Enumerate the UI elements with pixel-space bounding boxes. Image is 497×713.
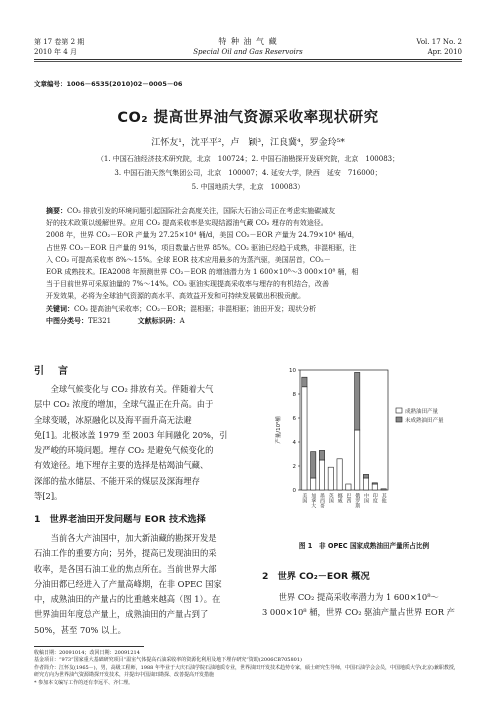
y-tick-label: 8	[292, 392, 296, 398]
x-tick-label: 印度	[371, 493, 378, 503]
bar-mature	[319, 460, 324, 490]
x-tick-label: 英国	[327, 493, 334, 503]
y-tick-label: 10	[289, 368, 296, 374]
abstract-line: EOR 成熟技术。IEA2008 年预测世界 CO₂－EOR 的增油潜力为 1 600×10⁸～3 000×10⁸ 桶，相	[46, 268, 359, 277]
section-1-heading: 1 世界老油田开发问题与 EOR 技术选择	[34, 514, 206, 525]
x-tick-label: 其他	[380, 493, 387, 503]
bar-mature	[302, 387, 307, 490]
bar-mature	[363, 478, 368, 490]
footnote-funding: 基金项目：“973”国家重大基础研究项目“温室气体提高石油采收率的资源化利用及地下埋存研究”资助(2006CB705801)	[34, 657, 302, 664]
volume-en: Vol. 17 No. 2	[416, 38, 462, 46]
clc-label: 中图分类号：	[46, 316, 88, 325]
footnote-received: 收稿日期：20091014；改回日期：20091214	[34, 650, 140, 656]
author-list: 江怀友¹，沈平平²，卢 颖³，江良冀⁴，罗金玲⁵*	[151, 138, 345, 148]
clc-number: TE321	[88, 316, 112, 325]
legend-swatch	[396, 417, 402, 422]
keywords-label: 关键词：	[46, 304, 74, 313]
footnote-note: * 参加本文编写工作的还有李远平、齐仁理。	[34, 679, 134, 686]
y-axis-label: 产量/10⁶桶	[276, 416, 282, 444]
footnote-author: 作者简介：江怀友(1965－)，男，高级工程师，1988 年毕业于大庆石油学院石油地质专业，世界油田开发技术趋势专家，硕士研究生导师，中国石油学会会员，中国地质大学(北京)兼职教授，研究方向为世界油气资源勘探开发技术，并提出中国油田勘探、改善提高开发措施	[34, 664, 459, 679]
body-line: 当前各大产油国中，加大新油藏的勘探开发是	[50, 533, 217, 543]
body-line: 全球气候变化与 CO₂ 排放有关。伴随着大气	[50, 384, 214, 394]
bar-mature	[337, 459, 342, 490]
y-tick-label: 2	[292, 464, 296, 470]
body-line: 50%，甚至 70% 以上。	[34, 624, 126, 635]
footnotes	[34, 650, 462, 687]
issue-volume: 第 17 卷第 2 期	[34, 38, 85, 46]
legend-label: 成熟油田产量	[405, 409, 439, 415]
abstract-line: 当于目前世界可采原油量的 7%～14%。CO₂ 驱油实现提高采收率与埋存的有机结合，改善	[46, 280, 330, 289]
affiliation-line: （1. 中国石油经济技术研究院，北京 100724；2. 中国石油勘探开发研究院，北京 100083；	[96, 155, 400, 163]
x-tick-label: 墨西哥	[319, 493, 325, 508]
journal-title-cn: 特 种 油 气 藏	[218, 37, 278, 46]
y-tick-label: 0	[292, 488, 296, 494]
body-line: 中，成熟油田的产量占的比重越来越高（图 1）。在	[34, 594, 221, 605]
paper-title: CO₂ 提高世界油气资源采收率现状研究	[117, 110, 379, 126]
abstract-line: 开发效果，必将为全球油气资源的高水平、高效益开发和可持续发展做出积极贡献。	[46, 292, 305, 301]
intro-heading: 引 言	[34, 366, 70, 377]
doc-code-label: 文献标识码：	[137, 316, 180, 325]
body-line: 深部的盐水储层、不能开采的煤层及深海埋存	[34, 475, 200, 486]
y-tick-label: 6	[292, 416, 296, 422]
abstract-label: 摘要：	[46, 207, 67, 215]
body-line: 发严峻的环境问题。埋存 CO₂ 是避免气候变化的	[34, 445, 214, 456]
article-id: 文章编号：1006－6535(2010)02－0005－06	[34, 80, 183, 88]
body-line: 分油田都已经进入了产量高峰期，在非 OPEC 国家	[34, 578, 222, 589]
x-tick-label: 巴西	[345, 493, 352, 503]
abstract-line: 占世界 CO₂－EOR 日产量的 91%，项目数量占世界 85%。CO₂ 驱油已经趋于成熟，非混相驱，注	[46, 243, 357, 252]
body-line: 等[2]。	[34, 491, 63, 502]
affiliation-line: 5. 中国地质大学，北京 100083）	[191, 183, 305, 191]
body-line: 世界油田年度总产量上，成熟油田的产量占到了	[34, 609, 209, 620]
date-en: Apr. 2010	[427, 48, 462, 56]
affiliation-line: 3. 中国石油天然气集团公司，北京 100007；4. 延安大学，陕西 延安 716000；	[114, 169, 382, 177]
intro-paragraph	[34, 382, 244, 504]
header-rule	[34, 59, 462, 60]
x-tick-label: 加拿大	[310, 493, 317, 508]
body-line: 世界 CO₂ 提高采收率潜力为 1 600×10⁸～	[278, 592, 439, 602]
abstract-line: 2008 年，世界 CO₂－EOR 产量为 27.25×10⁴ 桶/d，美国 CO₂－EOR 产量为 24.79×10⁴ 桶/d，	[46, 231, 359, 240]
bar-immature	[302, 377, 307, 387]
bar-immature	[381, 489, 386, 490]
header-rule-thin	[34, 61, 462, 62]
y-tick-label: 4	[292, 440, 296, 446]
journal-title-en: Special Oil and Gas Reservoirs	[193, 48, 303, 56]
issue-date: 2010 年 4 月	[34, 48, 77, 56]
bar-mature	[311, 478, 316, 490]
abstract	[46, 205, 456, 327]
legend-label: 未成熟油田产量	[405, 418, 444, 424]
bar-mature	[372, 484, 377, 490]
bar-immature	[363, 474, 368, 478]
figure-1-chart	[266, 362, 462, 532]
abstract-line: 好的技术政策以缓解世界。应用 CO₂ 提高采收率是实现结源油气藏 CO₂ 埋存的有效途径。	[46, 219, 328, 228]
footnote-rule	[34, 646, 144, 647]
body-line: 层中 CO₂ 浓度的增加，全球气温正在升高。由于	[34, 399, 214, 410]
x-tick-label: 挪威	[336, 493, 343, 503]
section-2-heading: 2 世界 CO₂－EOR 概况	[262, 571, 370, 582]
doc-code: A	[179, 316, 185, 325]
bar-immature	[319, 450, 324, 460]
body-line: 有效途径。地下埋存主要的选择是枯竭油气藏、	[34, 460, 209, 471]
body-line: 石油工作的重要方向；另外，提高已发现油田的采	[34, 548, 217, 559]
bar-immature	[355, 372, 360, 430]
section-1-paragraph	[34, 531, 244, 638]
bar-mature	[346, 484, 351, 490]
figure-1-caption: 图 1 非 OPEC 国家成熟油田产量所占比例	[298, 542, 430, 550]
bar-mature	[355, 430, 360, 490]
x-tick-label: 俄罗斯	[354, 493, 361, 508]
bar-mature	[328, 467, 333, 490]
abstract-line: 入 CO₂ 可提高采收率 8%～15%。全球 EOR 技术应用最多的为蒸汽驱，美国居首，CO₂－	[46, 255, 331, 264]
body-line: 全球变暖，冰原融化以及海平面升高无法避	[34, 414, 192, 425]
abstract-line: CO₂ 排放引发的环境问题引起国际社会高度关注，国际大石油公司正在考虑实施碳减友	[67, 207, 336, 215]
body-line: 免[1]。北极冰盖 1979 至 2003 年间融化 20%，引	[34, 429, 228, 440]
keywords: CO₂ 提高油气采收率；CO₂－EOR；混相驱；非混相驱；油田开发；现状分析	[74, 304, 317, 313]
body-line: 收率，是各国石油工业的焦点所在。当前世界大部	[34, 563, 217, 574]
body-line: 3 000×10⁸ 桶，世界 CO₂ 驱油产量占世界 EOR 产	[262, 607, 455, 618]
bar-immature	[372, 483, 377, 484]
bar-immature	[311, 452, 316, 478]
section-2-paragraph	[262, 590, 462, 621]
legend-swatch	[396, 408, 402, 413]
x-tick-label: 美国	[301, 493, 308, 503]
x-tick-label: 中国	[363, 493, 369, 503]
